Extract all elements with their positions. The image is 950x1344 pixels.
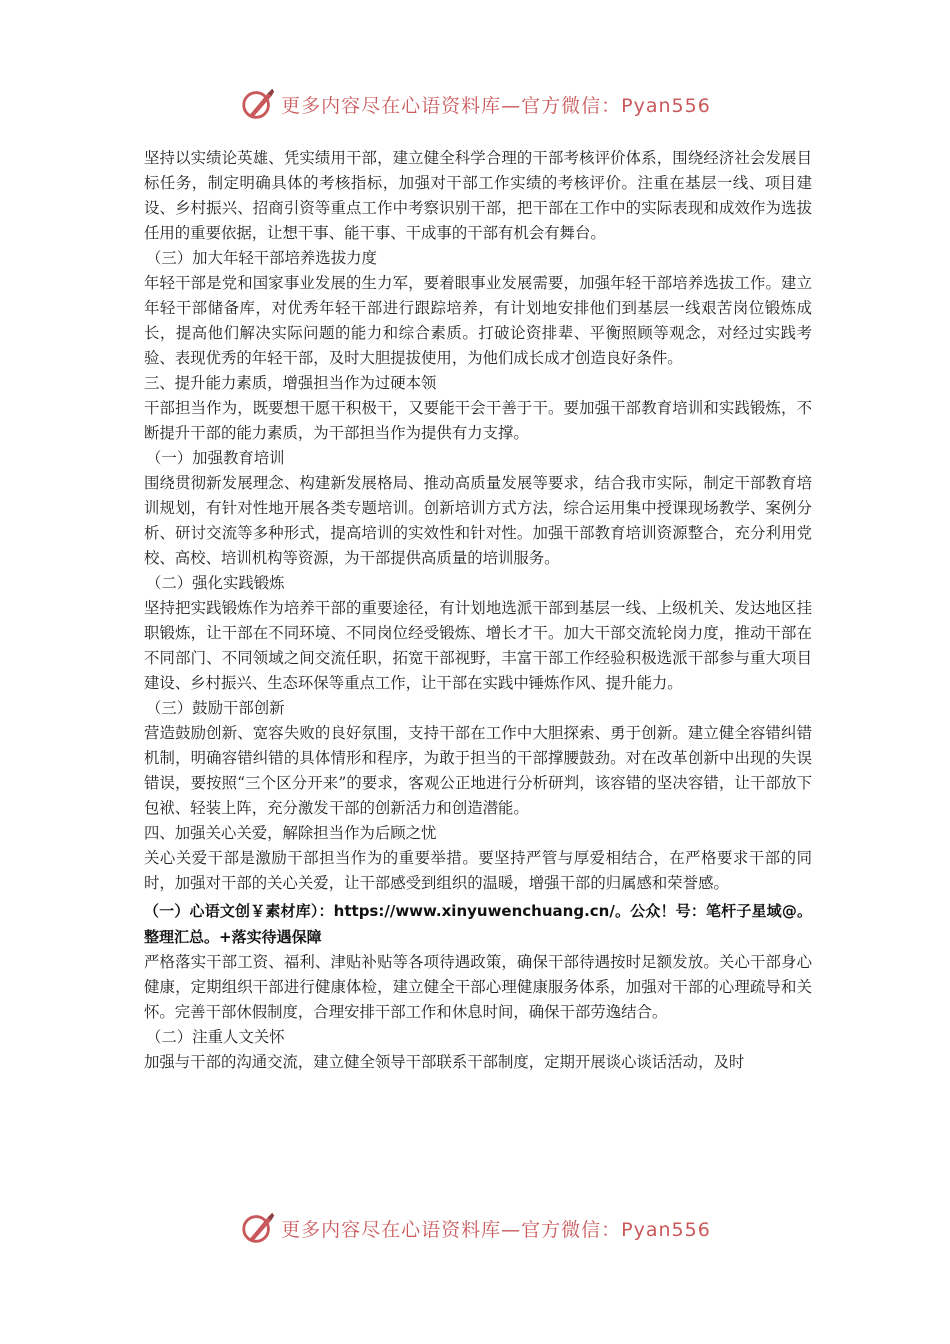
paragraph: 加强与干部的沟通交流，建立健全领导干部联系干部制度，定期开展谈心谈话活动，及时 (144, 1053, 745, 1071)
paragraph: 严格落实干部工资、福利、津贴补贴等各项待遇政策，确保干部待遇按时足额发放。关心干部身心健康，定期组织干部进行健康体检，建立健全干部心理健康服务体系，加强对干部的心理疏导和关怀。完善干部休假制度，合理安排干部工作和休息时间，确保干部劳逸结合。 (144, 953, 812, 1021)
pen-logo-icon (239, 1209, 277, 1247)
section-heading: 三、提升能力素质，增强担当作为过硬本领 (144, 374, 437, 392)
watermark-text: 更多内容尽在心语资料库—官方微信：Pyan556 (281, 1218, 711, 1241)
section-heading: 四、加强关心关爱，解除担当作为后顾之忧 (144, 824, 437, 842)
pen-logo-icon (239, 85, 277, 123)
paragraph: 营造鼓励创新、宽容失败的良好氛围，支持干部在工作中大胆探索、勇于创新。建立健全容错纠错机制，明确容错纠错的具体情形和程序，为敢于担当的干部撑腰鼓劲。对在改革创新中出现的失误错误，要按照“三个区分开来”的要求，客观公正地进行分析研判，该容错的坚决容错，让干部放下包袱、轻装上阵，充分激发干部的创新活力和创造潜能。 (144, 724, 812, 817)
subheading: （二）强化实践锻炼 (146, 574, 285, 592)
subheading: （二）注重人文关怀 (146, 1028, 285, 1046)
paragraph: 干部担当作为，既要想干愿干积极干，又要能干会干善于干。要加强干部教育培训和实践锻炼，不断提升干部的能力素质，为干部担当作为提供有力支撑。 (144, 399, 812, 442)
paragraph: 关心关爱干部是激励干部担当作为的重要举措。要坚持严管与厚爱相结合，在严格要求干部的同时，加强对干部的关心关爱，让干部感受到组织的温暖，增强干部的归属感和荣誉感。 (144, 849, 812, 892)
footer-watermark (0, 1208, 950, 1248)
subheading: （一）加强教育培训 (146, 449, 285, 467)
paragraph: 坚持把实践锻炼作为培养干部的重要途径，有计划地选派干部到基层一线、上级机关、发达地区挂职锻炼，让干部在不同环境、不同岗位经受锻炼、增长才干。加大干部交流轮岗力度，推动干部在不同部门、不同领域之间交流任职，拓宽干部视野，丰富干部工作经验积极选派干部参与重大项目建设、乡村振兴、生态环保等重点工作，让干部在实践中锤炼作风、提升能力。 (144, 599, 812, 692)
paragraph: 年轻干部是党和国家事业发展的生力军，要着眼事业发展需要，加强年轻干部培养选拔工作。建立年轻干部储备库，对优秀年轻干部进行跟踪培养，有计划地安排他们到基层一线艰苦岗位锻炼成长，提高他们解决实际问题的能力和综合素质。打破论资排辈、平衡照顾等观念，对经过实践考验、表现优秀的年轻干部，及时大胆提拔使用，为他们成长成才创造良好条件。 (144, 274, 812, 367)
subheading: （三）鼓励干部创新 (146, 699, 285, 717)
header-watermark (0, 84, 950, 124)
subheading-with-watermark: （一）心语文创￥素材库）：https://www.xinyuwenchuang.cn/。公众！号：笔杆子星域@。整理汇总。+落实待遇保障 (144, 902, 812, 946)
subheading: （三）加大年轻干部培养选拔力度 (146, 249, 377, 267)
paragraph: 坚持以实绩论英雄、凭实绩用干部，建立健全科学合理的干部考核评价体系，围绕经济社会发展目标任务，制定明确具体的考核指标，加强对干部工作实绩的考核评价。注重在基层一线、项目建设、乡村振兴、招商引资等重点工作中考察识别干部，把干部在工作中的实际表现和成效作为选拔任用的重要依据，让想干事、能干事、干成事的干部有机会有舞台。 (144, 149, 812, 242)
paragraph: 围绕贯彻新发展理念、构建新发展格局、推动高质量发展等要求，结合我市实际，制定干部教育培训规划，有针对性地开展各类专题培训。创新培训方式方法，综合运用集中授课现场教学、案例分析、研讨交流等多种形式，提高培训的实效性和针对性。加强干部教育培训资源整合，充分利用党校、高校、培训机构等资源，为干部提供高质量的培训服务。 (144, 474, 812, 567)
watermark-text: 更多内容尽在心语资料库—官方微信：Pyan556 (281, 94, 711, 117)
document-body (144, 146, 812, 1075)
